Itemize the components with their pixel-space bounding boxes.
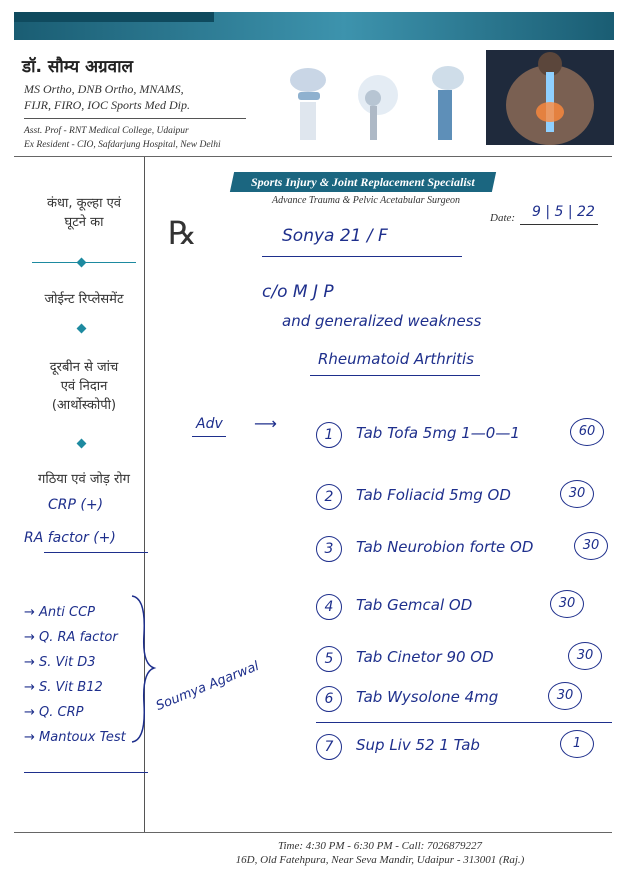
medication-row [316, 594, 616, 624]
diagnosis-underline [310, 375, 480, 376]
qualifications-line-2: FIJR, FIRO, IOC Sports Med Dip. [24, 98, 190, 112]
medication-text: Tab Cinetor 90 OD [356, 648, 494, 666]
medication-row [316, 646, 616, 676]
investigation-item: → Q. RA factor [24, 630, 118, 645]
investigation-item: → Q. CRP [24, 705, 84, 720]
note-underline [44, 552, 148, 553]
affiliation-line-1: Asst. Prof - RNT Medical College, Udaipur [24, 126, 189, 136]
rx-icon: ℞ [168, 215, 197, 251]
header-medical-images [278, 50, 618, 145]
affiliation-line-2: Ex Resident - CIO, Safdarjung Hospital, New Delhi [24, 140, 221, 150]
header-accent-bar [14, 12, 214, 22]
patient-underline [262, 256, 462, 257]
investigation-item: → S. Vit B12 [24, 680, 103, 695]
bracket-mark [128, 594, 158, 744]
investigation-item: → Anti CCP [24, 605, 95, 620]
header-rule [24, 118, 246, 119]
investigation-item: → S. Vit D3 [24, 655, 96, 670]
footer-timing: Time: 4:30 PM - 6:30 PM - Call: 7026879227 [277, 840, 483, 852]
date-label: Date: [490, 212, 516, 224]
medication-text: Tab Tofa 5mg 1—0—1 [356, 424, 520, 442]
patient-name-age: Sonya 21 / F [282, 226, 388, 246]
medication-separator [316, 722, 612, 723]
medication-row [316, 484, 616, 514]
complaint-line-1: c/o M J P [262, 282, 334, 302]
diamond-icon [77, 258, 87, 268]
medication-text: Sup Liv 52 1 Tab [356, 736, 480, 754]
note-crp: CRP (+) [48, 497, 104, 513]
knee-implant-image [290, 68, 326, 140]
medication-text: Tab Wysolone 4mg [356, 688, 499, 706]
diagnosis: Rheumatoid Arthritis [318, 350, 474, 368]
medication-quantity: 30 [548, 682, 582, 710]
medication-number: 4 [316, 594, 342, 620]
medication-row [316, 734, 616, 764]
sidebar-service-3: दूरबीन से जांच एवं निदान (आर्थोस्कोपी) [49, 360, 119, 413]
sidebar-service-1: कंधा, कूल्हा एवं घूटने का [46, 196, 122, 230]
back-pain-image [486, 50, 614, 145]
doctor-signature: Soumya Agarwal [154, 658, 262, 714]
shoulder-implant-image [432, 66, 464, 140]
qualifications-line-1: MS Ortho, DNB Ortho, MNAMS, [24, 82, 184, 96]
subspecialty-line: Advance Trauma & Pelvic Acetabular Surgeon [271, 195, 461, 206]
medication-quantity: 1 [560, 730, 594, 758]
advice-arrow-icon: ⟶ [254, 414, 277, 433]
medication-quantity: 30 [560, 480, 594, 508]
medication-quantity: 30 [574, 532, 608, 560]
sidebar-service-2: जोईन्ट रिप्लेसमेंट [44, 292, 124, 307]
date-line [520, 224, 598, 225]
hip-implant-image [358, 75, 398, 140]
advice-underline [192, 436, 226, 437]
medication-row [316, 686, 616, 716]
note-ra-factor: RA factor (+) [24, 530, 116, 546]
medication-number: 3 [316, 536, 342, 562]
medication-quantity: 30 [568, 642, 602, 670]
medication-number: 7 [316, 734, 342, 760]
complaint-line-2: and generalized weakness [282, 312, 482, 330]
medication-text: Tab Gemcal OD [356, 596, 473, 614]
medication-number: 5 [316, 646, 342, 672]
diamond-icon [77, 324, 87, 334]
doctor-name: डॉ. सौम्य अग्रवाल [22, 57, 134, 77]
investigations-list [24, 600, 126, 750]
medication-text: Tab Neurobion forte OD [356, 538, 534, 556]
medication-number: 2 [316, 484, 342, 510]
diamond-icon [77, 439, 87, 449]
content-top-border [14, 156, 612, 157]
footer-address: 16D, Old Fatehpura, Near Seva Mandir, Udaipur - 313001 (Raj.) [235, 854, 525, 866]
advice-label: Adv [196, 416, 223, 432]
medication-number: 1 [316, 422, 342, 448]
medication-row [316, 536, 616, 566]
medication-text: Tab Foliacid 5mg OD [356, 486, 511, 504]
specialty-banner: Sports Injury & Joint Replacement Specialist [230, 172, 496, 192]
medication-number: 6 [316, 686, 342, 712]
medication-row [316, 422, 616, 452]
sidebar-service-4: गठिया एवं जोड़ रोग [38, 472, 130, 487]
note-underline [24, 772, 148, 773]
date-value: 9 | 5 | 22 [532, 204, 595, 220]
medication-quantity: 60 [570, 418, 604, 446]
investigation-item: → Mantoux Test [24, 730, 126, 745]
footer-rule [14, 832, 612, 833]
medication-quantity: 30 [550, 590, 584, 618]
